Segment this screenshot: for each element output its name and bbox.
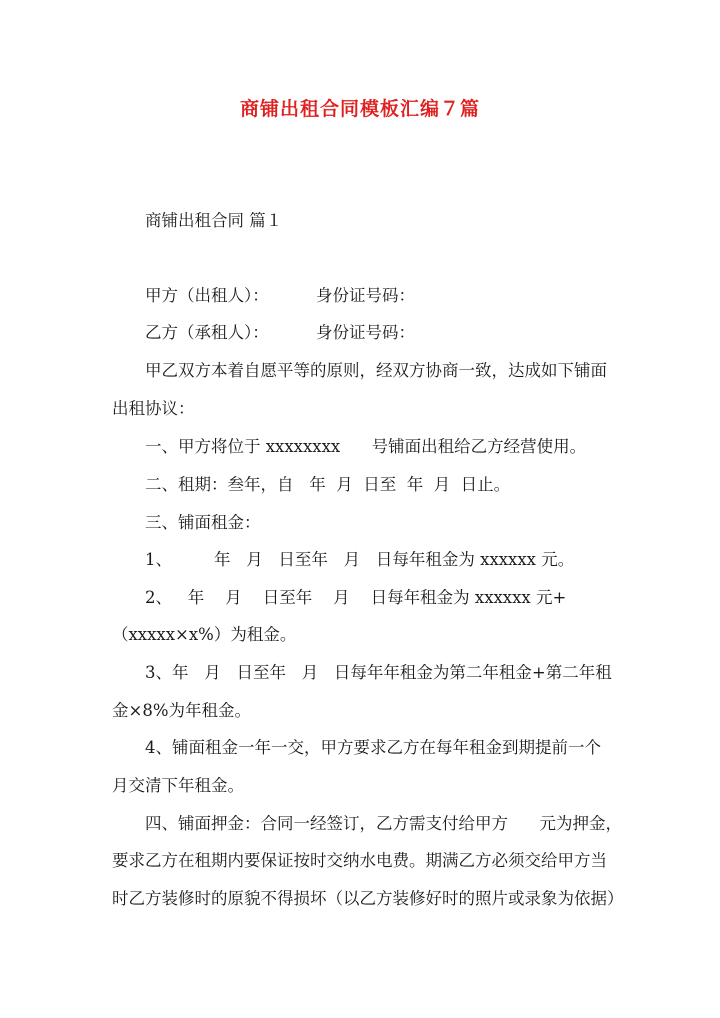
rent-item-4-line-1: 4、铺面租金一年一交，甲方要求乙方在每年租金到期提前一个 xyxy=(145,738,601,757)
section-heading: 商铺出租合同 篇１ xyxy=(145,211,283,230)
clause-2: 二、租期：叁年，自 年 月 日至 年 月 日止。 xyxy=(145,475,511,494)
rent-item-2-line-1: 2、 年 月 日至年 月 日每年租金为 xxxxxx 元+ xyxy=(145,588,567,607)
rent-item-3-line-1: 3、年 月 日至年 月 日每年年租金为第二年租金+第二年租 xyxy=(145,663,612,682)
rent-item-3-line-2: 金×8%为年租金。 xyxy=(112,701,252,720)
clause-4-line-2: 要求乙方在租期内要保证按时交纳水电费。期满乙方必须交给甲方当 xyxy=(112,851,607,870)
clause-1: 一、甲方将位于 xxxxxxxx 号铺面出租给乙方经营使用。 xyxy=(145,437,587,456)
party-b-line: 乙方（承租人）： 身份证号码： xyxy=(145,323,415,342)
clause-3: 三、铺面租金： xyxy=(145,513,261,532)
document-title: 商铺出租合同模板汇编７篇 xyxy=(239,98,480,120)
rent-item-4-line-2: 月交清下年租金。 xyxy=(112,776,244,795)
clause-4-line-3: 时乙方装修时的原貌不得损坏（以乙方装修好时的照片或录象为依据） xyxy=(112,889,624,908)
preamble-line-1: 甲乙双方本着自愿平等的原则，经双方协商一致，达成如下铺面 xyxy=(145,361,607,380)
party-a-line: 甲方（出租人）： 身份证号码： xyxy=(145,286,415,305)
preamble-line-2: 出租协议： xyxy=(112,399,195,418)
clause-4-line-1: 四、铺面押金：合同一经签订，乙方需支付给甲方 元为押金， xyxy=(145,814,622,833)
rent-item-1: 1、 年 月 日至年 月 日每年租金为 xxxxxx 元。 xyxy=(145,550,575,569)
rent-item-2-line-2: （xxxxx×x%）为租金。 xyxy=(112,625,297,644)
